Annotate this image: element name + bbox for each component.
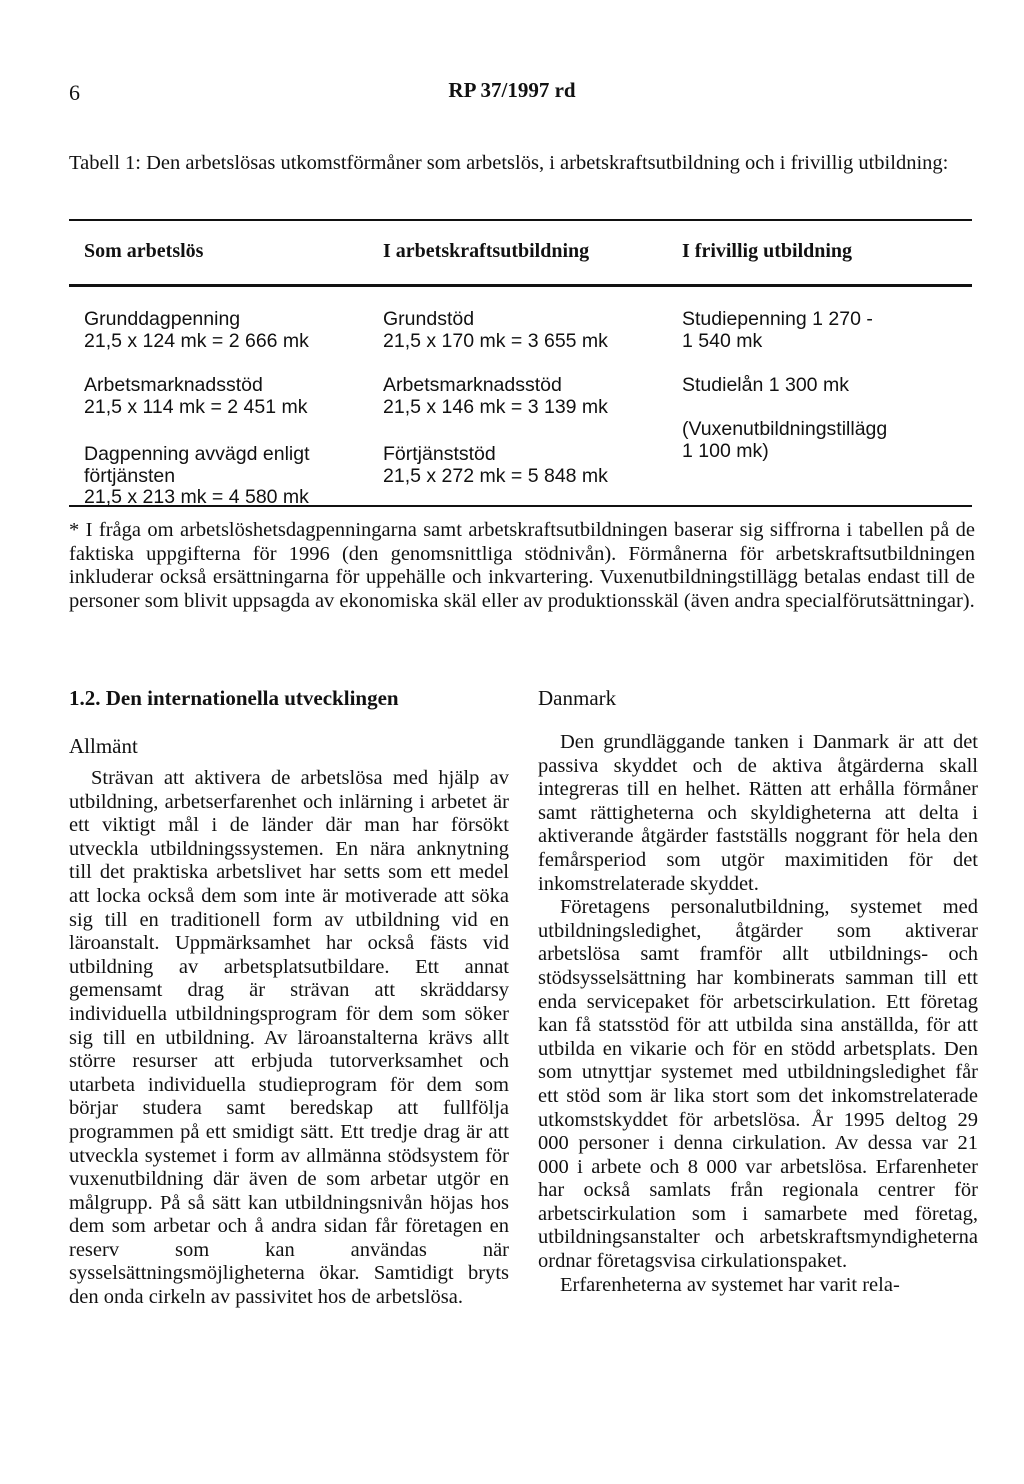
paragraph: Företagens personalutbildning, systemet med utbildningsledighet, åtgärder som aktiverar arbetslösa samt framför allt utbildnings- och stödsysselsättning har kombinerats samman till ett enda servicepaket för arbetscirkulation. Ett företag kan få statsstöd för att utbilda sina anställda, för att utbilda en vikarie och för en stödd arbetsplats. Den som utnyttjar systemet med utbildningsledighet får ett stöd som är lika stort som det inkomstrelaterade utkomstskyddet för arbetslösa. År 1995 deltog 29 000 personer i denna cirkulation. Av dessa var 21 000 i arbete och 8 000 var arbetslösa. Erfarenheter har också samlats från regionala centrer för arbetscirkulation som i samarbete med företag, utbildningsanstalter och arbetskraftsmyndigheterna ordnar företagsvisa cirkulationspaket.	[538, 896, 978, 1273]
table-caption: Tabell 1: Den arbetslösas utkomstförmåner som arbetslös, i arbetskraftsutbildning och i frivillig utbildning:	[69, 152, 949, 174]
page-number: 6	[69, 80, 80, 105]
subheading-denmark: Danmark	[538, 686, 617, 710]
table-cell: Grunddagpenning	[84, 308, 241, 330]
table-cell: 21,5 x 213 mk = 4 580 mk	[84, 486, 309, 508]
table-cell: Arbetsmarknadsstöd	[84, 374, 263, 396]
table-header-labour-training: I arbetskraftsutbildning	[383, 240, 590, 262]
table-cell: 21,5 x 124 mk = 2 666 mk	[84, 330, 309, 352]
table-cell: 21,5 x 146 mk = 3 139 mk	[383, 396, 608, 418]
body-column-left	[69, 767, 509, 1310]
document-reference: RP 37/1997 rd	[448, 78, 576, 102]
paragraph: Strävan att aktivera de arbetslösa med hjälp av utbildning, arbetserfarenhet och inlärning i arbetet är ett viktigt mål i de länder där man har försökt utveckla utbildningssystemen. En nära anknytning till det praktiska arbetslivet har setts som ett medel att locka också dem som inte är motiverade att söka sig till en traditionell form av utbildning vid en läroanstalt. Uppmärksamhet har också fästs vid utbildning av arbetsplatsutbildare. Ett annat gemensamt drag är strävan att skräddarsy individuella utbildningsprogram för dem som söker sig till en utbildning. Av läroanstalterna krävs allt större resurser att erbjuda tutorverksamhet och utarbeta individuella studieprogram för dem som börjar studera samt beredskap att fullfölja programmen på ett smidigt sätt. Ett tredje drag är att utveckla systemet i form av allmänna stödsystem för vuxenutbildning där även de som arbetar utgör en målgrupp. På så sätt kan utbildningsnivån höjas hos dem som arbetar och å andra sidan får företagen en reserv som kan användas när sysselsättningsmöjligheterna ökar. Samtidigt bryts den onda cirkeln av passivitet hos de arbetslösa.	[69, 767, 509, 1309]
table-footnote: * I fråga om arbetslöshetsdagpenningarna samt arbetskraftsutbildningen baserar sig siffrorna i tabellen på de faktiska uppgifterna för 1996 (den genomsnittliga stödnivån). Förmånerna för arbetskraftsutbildningen inkluderar också ersättningarna för uppehälle och inkvartering. Vuxenutbildningstillägg betalas endast till de personer som blivit uppsagda av ekonomiska skäl eller av produktionsskäl (även andra specialförutsättningar).	[69, 519, 975, 612]
table-cell: 21,5 x 272 mk = 5 848 mk	[383, 465, 608, 487]
table-cell: Studiepenning 1 270 -	[682, 308, 873, 330]
table-cell: Grundstöd	[383, 308, 475, 330]
subheading-general: Allmänt	[69, 734, 138, 758]
body-column-right	[538, 731, 978, 1297]
table-cell: förtjänsten	[84, 465, 176, 487]
table-cell: 1 100 mk)	[682, 440, 769, 462]
table-cell: (Vuxenutbildningstillägg	[682, 418, 888, 440]
section-heading: 1.2. Den internationella utvecklingen	[69, 686, 399, 710]
table-header-unemployed: Som arbetslös	[84, 240, 204, 262]
table-header-voluntary-training: I frivillig utbildning	[682, 240, 853, 262]
paragraph: Den grundläggande tanken i Danmark är att det passiva skyddet och de aktiva åtgärderna skall integreras till en helhet. Rätten att erhålla förmåner samt rättigheterna och skyldigheterna att delta i aktiverande åtgärder fastställs noggrant för hela den femårsperiod som utgör maximitiden för det inkomstrelaterade skyddet.	[538, 731, 978, 895]
table-cell: 1 540 mk	[682, 330, 763, 352]
table-header-rule	[69, 284, 972, 287]
table-cell: 21,5 x 170 mk = 3 655 mk	[383, 330, 608, 352]
table-cell: 21,5 x 114 mk = 2 451 mk	[84, 396, 308, 418]
paragraph: Erfarenheterna av systemet har varit rela-	[560, 1273, 900, 1296]
table-cell: Dagpenning avvägd enligt	[84, 443, 310, 465]
table-top-rule	[69, 219, 972, 221]
table-cell: Förtjänststöd	[383, 443, 496, 465]
table-cell: Arbetsmarknadsstöd	[383, 374, 562, 396]
table-cell: Studielån 1 300 mk	[682, 374, 849, 396]
